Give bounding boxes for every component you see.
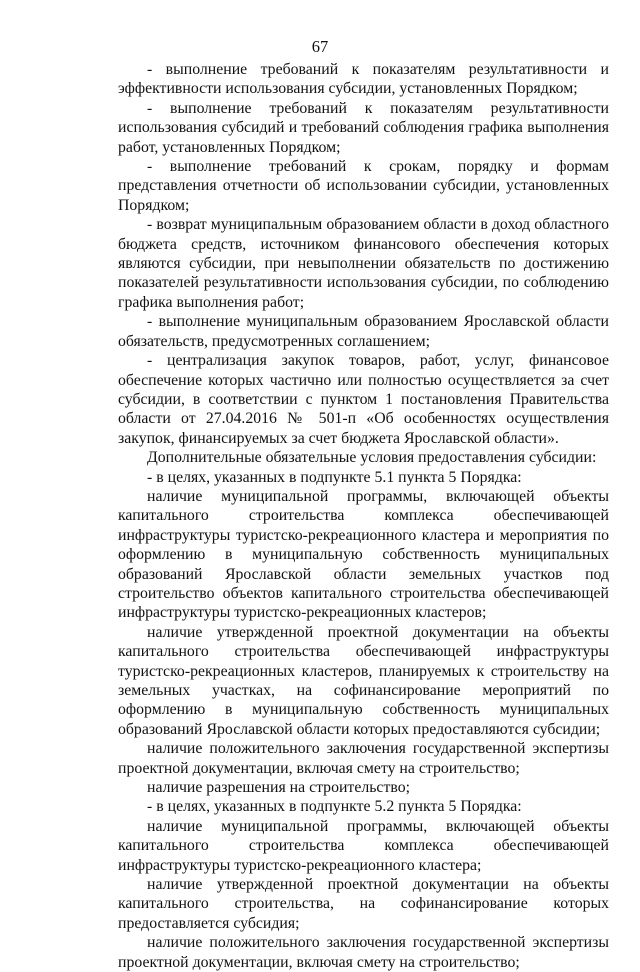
paragraph-13: - в целях, указанных в подпункте 5.2 пункта 5 Порядка: — [147, 798, 522, 816]
paragraph-16: наличие положительного заключения государственной экспертизы проектной документации, включая смету на строительство; — [118, 934, 609, 971]
paragraph-1: - выполнение требований к показателям результативности и эффективности использования субсидии, установленных Порядком; — [118, 61, 609, 98]
paragraph-7: Дополнительные обязательные условия предоставления субсидии: — [147, 449, 597, 467]
paragraph-2: - выполнение требований к показателям результативности использования субсидий и требований соблюдения графика выполнения работ, установленных Порядком; — [118, 99, 609, 156]
document-body — [118, 60, 609, 972]
paragraph-12: наличие разрешения на строительство; — [147, 779, 410, 797]
paragraph-11: наличие положительного заключения государственной экспертизы проектной документации, включая смету на строительство; — [118, 740, 609, 777]
paragraph-4: - возврат муниципальным образованием области в доход областного бюджета средств, источником финансового обеспечения которых являются субсидии, при невыполнении обязательств по достижению показателей результативности использования субсидии, по соблюдению графика выполнения работ; — [118, 216, 609, 311]
paragraph-10: наличие утвержденной проектной документации на объекты капитального строительства обеспечивающей инфраструктуры туристско-рекреационных кластеров, планируемых к строительству на земельных участках, на софинансирование мероприятий по оформлению в муниципальную собственность муниципальных образований Ярославской области которых предоставляются субсидии; — [118, 623, 609, 738]
paragraph-6: - централизация закупок товаров, работ, услуг, финансовое обеспечение которых частично или полностью осуществляется за счет субсидии, в соответствии с пунктом 1 постановления Правительства области от 27.04.2016 № 501-п «Об особенностях осуществления закупок, финансируемых за счет бюджета Ярославской области». — [118, 352, 609, 447]
paragraph-5: - выполнение муниципальным образованием Ярославской области обязательств, предусмотренных соглашением; — [118, 313, 609, 350]
page-number: 67 — [311, 37, 329, 56]
paragraph-15: наличие утвержденной проектной документации на объекты капитального строительства, на софинансирование которых предоставляется субсидия; — [118, 876, 609, 932]
paragraph-8: - в целях, указанных в подпункте 5.1 пункта 5 Порядка: — [147, 468, 522, 486]
paragraph-14: наличие муниципальной программы, включающей объекты капитального строительства комплекса обеспечивающей инфраструктуры туристско-рекреационного кластера; — [118, 817, 609, 874]
paragraph-9: наличие муниципальной программы, включающей объекты капитального строительства комплекса обеспечивающей инфраструктуры туристско-рекреационного кластера и мероприятия по оформлению в муниципальную собственность муниципальных образований Ярославской области земельных участков под строительство объектов капитального строительства обеспечивающей инфраструктуры туристско-рекреационных кластеров; — [118, 487, 609, 622]
paragraph-3: - выполнение требований к срокам, порядку и формам представления отчетности об использовании субсидии, установленных Порядком; — [118, 158, 609, 214]
